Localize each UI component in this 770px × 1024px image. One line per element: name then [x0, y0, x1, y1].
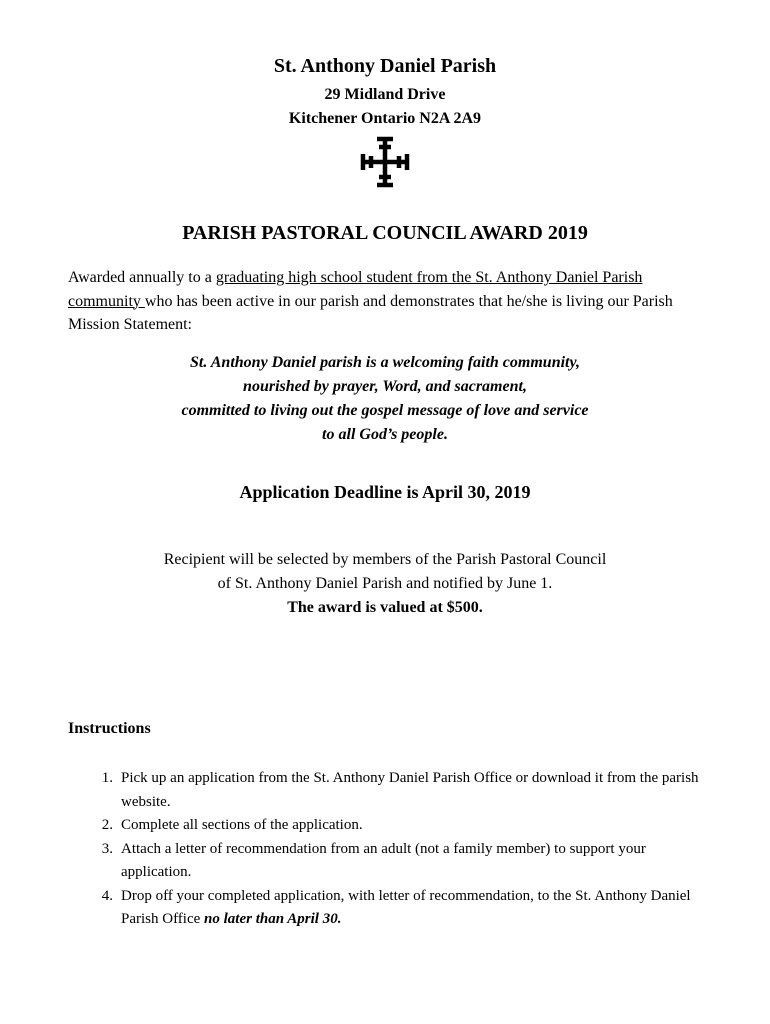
mission-line: to all God’s people. — [322, 426, 448, 443]
step-text: Complete all sections of the application. — [121, 817, 363, 833]
cross-icon — [355, 133, 415, 191]
step-text: Pick up an application from the St. Anthony Daniel Parish Office or download it from the parish website. — [121, 770, 699, 810]
step-number: 1. — [101, 770, 113, 786]
intro-underlined: graduating high school student from the St. Anthony Daniel Parish community — [68, 269, 643, 310]
application-deadline: Application Deadline is April 30, 2019 — [239, 482, 531, 502]
step-text: Attach a letter of recommendation from an adult (not a family member) to support your application. — [121, 840, 646, 880]
step-deadline-emphasis: no later than April 30. — [204, 911, 342, 927]
mission-statement — [0, 351, 770, 447]
address-city: Kitchener Ontario N2A 2A9 — [288, 110, 482, 127]
step-text: Drop off your completed application, with letter of recommendation, to the St. Anthony Daniel Parish Office — [121, 887, 691, 927]
recipient-line: Recipient will be selected by members of the Parish Pastoral Council — [163, 551, 607, 568]
list-item — [68, 767, 708, 814]
intro-rest: who has been active in our parish and demonstrates that he/she is living our Parish Mission Statement: — [68, 292, 673, 333]
intro-paragraph — [68, 266, 708, 337]
instructions-heading: Instructions — [68, 720, 151, 737]
award-title: PARISH PASTORAL COUNCIL AWARD 2019 — [182, 222, 588, 244]
instructions-list — [68, 767, 708, 932]
step-number: 2. — [101, 817, 113, 833]
recipient-info — [0, 548, 770, 620]
step-number: 4. — [101, 887, 113, 904]
address-street: 29 Midland Drive — [324, 86, 446, 103]
award-value: The award is valued at $500. — [287, 599, 483, 616]
recipient-line: of St. Anthony Daniel Parish and notified by June 1. — [217, 575, 553, 592]
list-item — [68, 885, 708, 932]
intro-lead: Awarded annually to a — [68, 269, 216, 286]
mission-line: committed to living out the gospel message of love and service — [181, 402, 589, 419]
list-item — [68, 814, 708, 838]
step-text-container — [121, 885, 708, 932]
parish-name: St. Anthony Daniel Parish — [273, 55, 497, 77]
step-number: 3. — [101, 840, 113, 857]
list-item — [68, 838, 708, 885]
mission-line: nourished by prayer, Word, and sacrament, — [243, 378, 527, 395]
mission-line: St. Anthony Daniel parish is a welcoming faith community, — [190, 354, 580, 371]
